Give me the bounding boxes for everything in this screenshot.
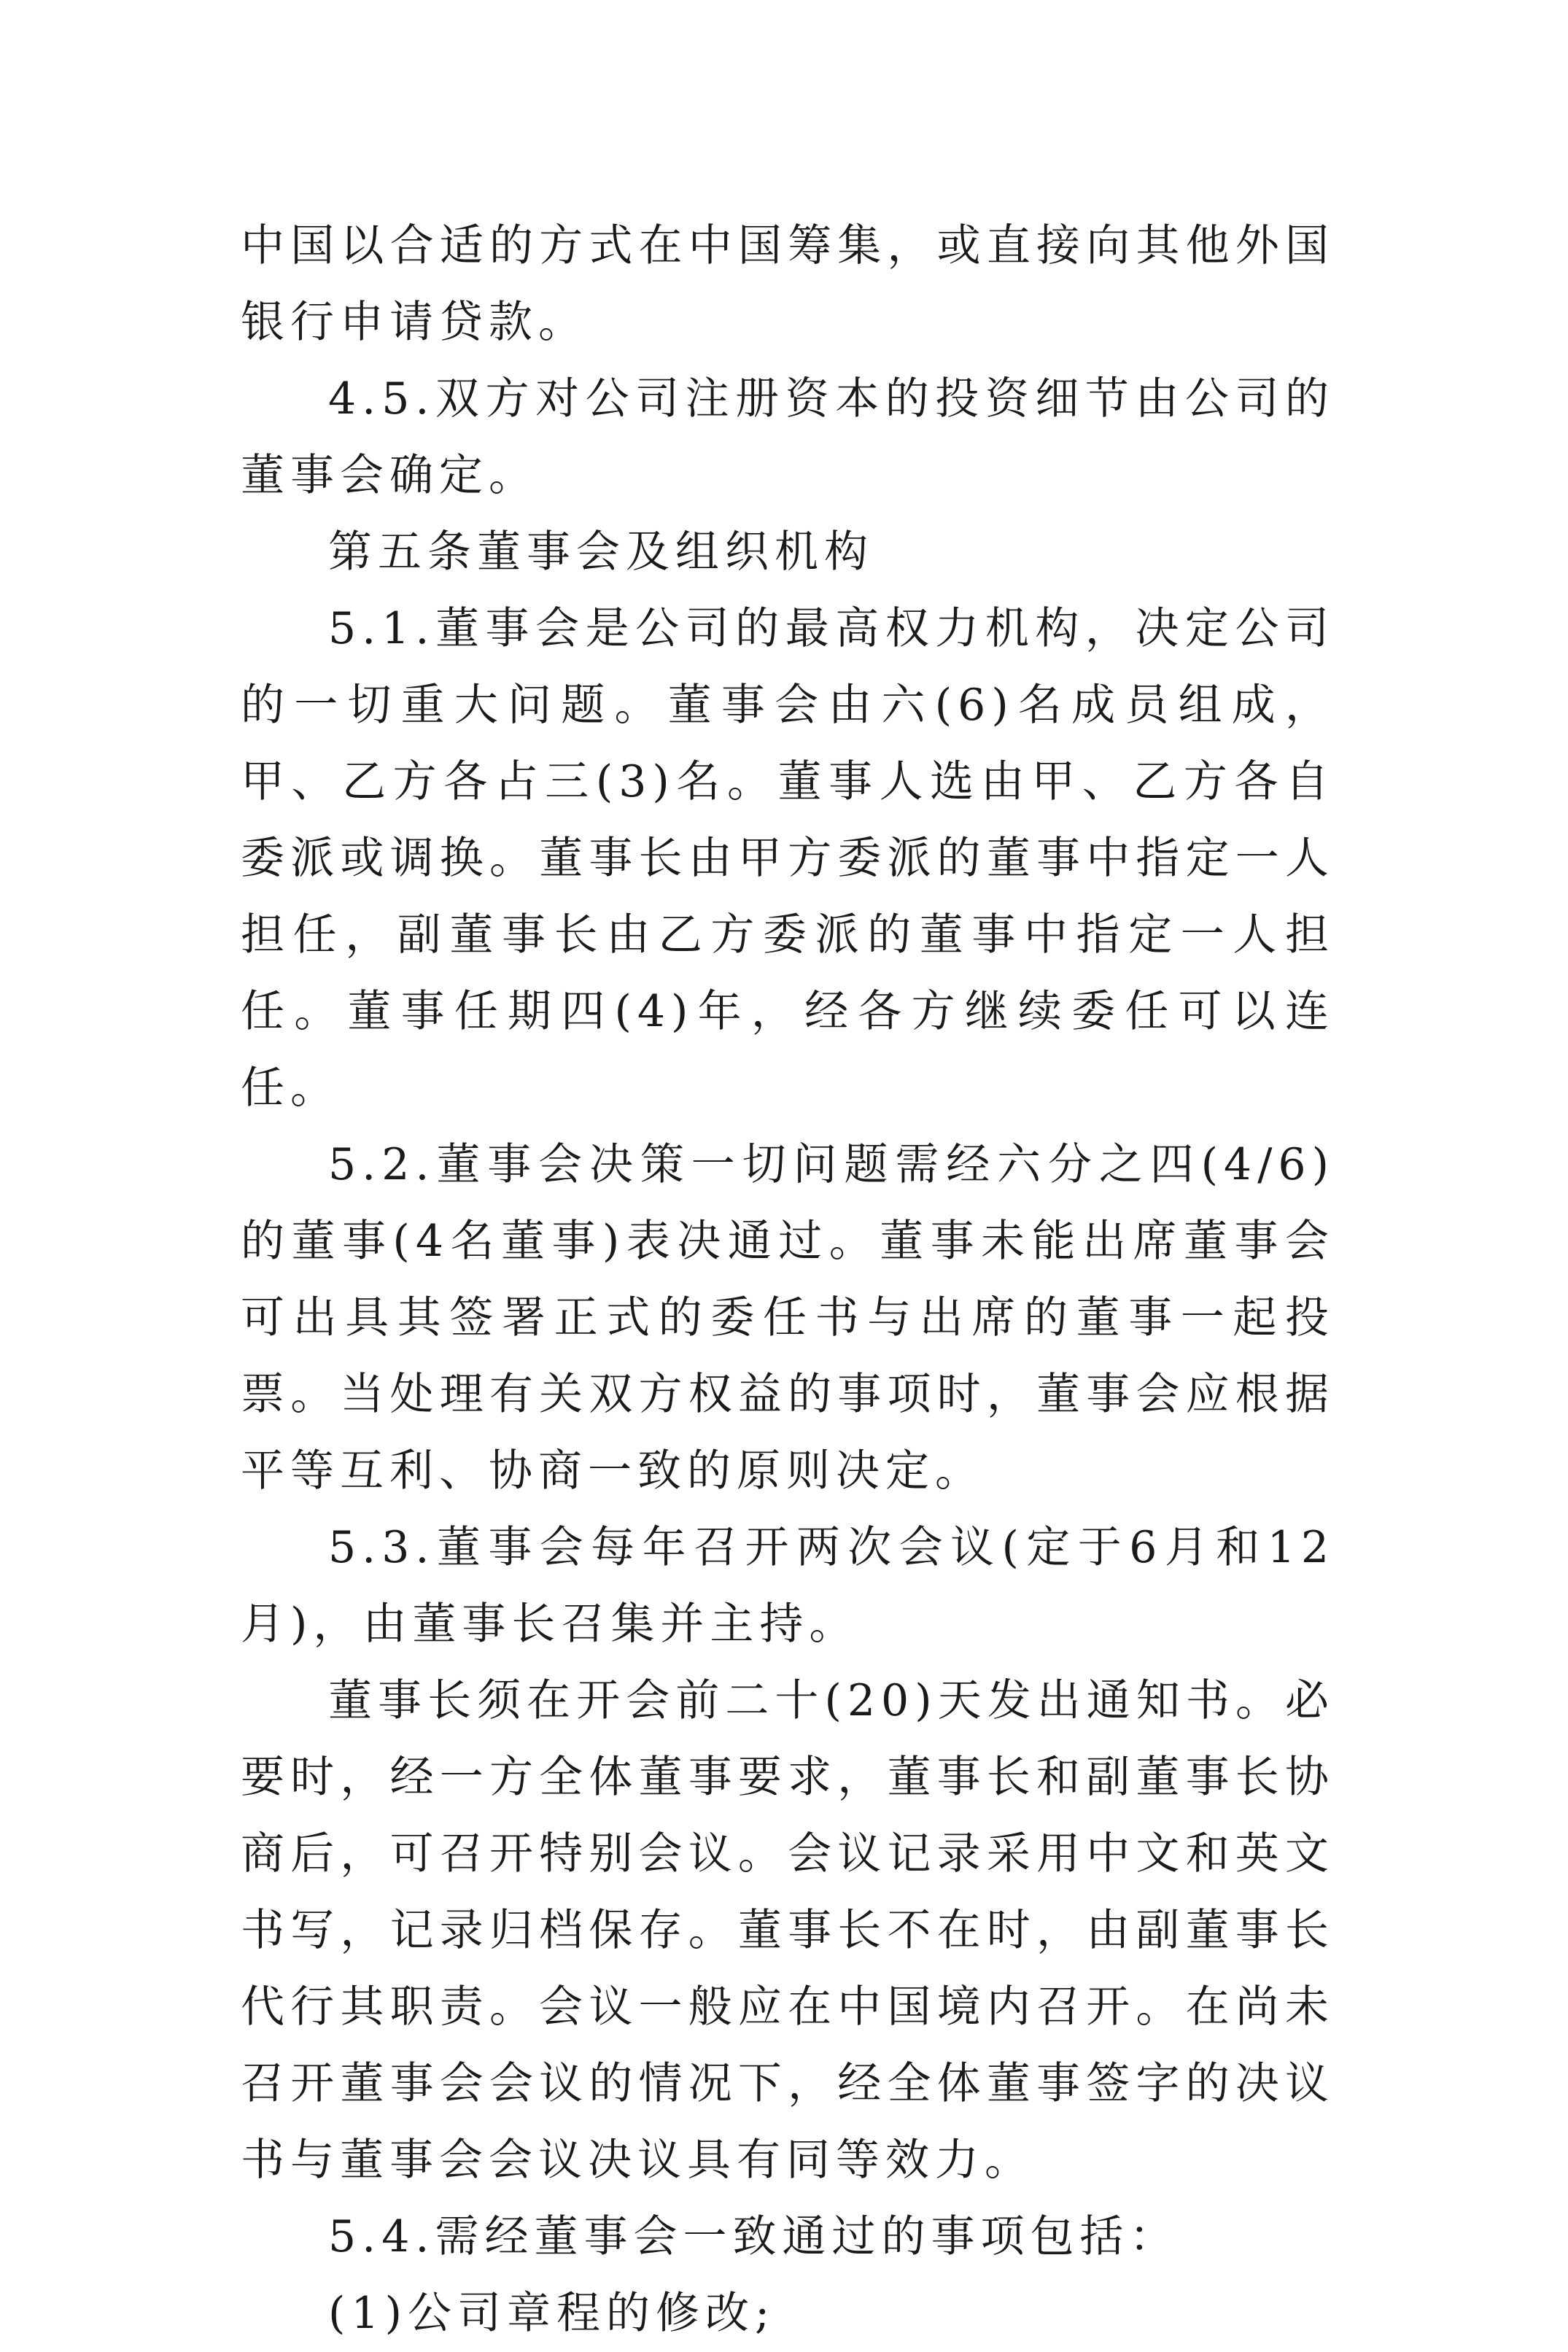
section-heading-article-5: 第五条董事会及组织机构 bbox=[328, 527, 874, 578]
paragraph-chairman-notice: 董事长须在开会前二十(20)天发出通知书。必要时，经一方全体董事要求，董事长和副董事长协商后，可召开特别会议。会议记录采用中文和英文书写，记录归档保存。董事长不在时，由副董事长代行其职责。会议一般应在中国境内召开。在尚未召开董事会会议的情况下，经全体董事签字的决议书与董事会会议决议具有同等效力。 bbox=[241, 1675, 1335, 2186]
paragraph-5-4: 5.4.需经董事会一致通过的事项包括： bbox=[328, 2211, 1179, 2262]
paragraph-5-2: 5.2.董事会决策一切问题需经六分之四(4/6)的董事(4名董事)表决通过。董事未能出席董事会可出具其签署正式的委任书与出席的董事一起投票。当处理有关双方权益的事项时，董事会应根据平等互利、协商一致的原则决定。 bbox=[241, 1139, 1335, 1497]
document-body bbox=[241, 208, 1335, 2352]
paragraph-5-3: 5.3.董事会每年召开两次会议(定于6月和12月)，由董事长召集并主持。 bbox=[241, 1522, 1335, 1650]
paragraph-continuation: 中国以合适的方式在中国筹集，或直接向其他外国银行申请贷款。 bbox=[241, 220, 1335, 348]
list-item-1: (1)公司章程的修改; bbox=[328, 2288, 776, 2339]
paragraph-4-5: 4.5.双方对公司注册资本的投资细节由公司的董事会确定。 bbox=[241, 373, 1335, 501]
paragraph-5-1: 5.1.董事会是公司的最高权力机构，决定公司的一切重大问题。董事会由六(6)名成员组成，甲、乙方各占三(3)名。董事人选由甲、乙方各自委派或调换。董事长由甲方委派的董事中指定一人担任，副董事长由乙方委派的董事中指定一人担任。董事任期四(4)年，经各方继续委任可以连任。 bbox=[241, 603, 1335, 1114]
